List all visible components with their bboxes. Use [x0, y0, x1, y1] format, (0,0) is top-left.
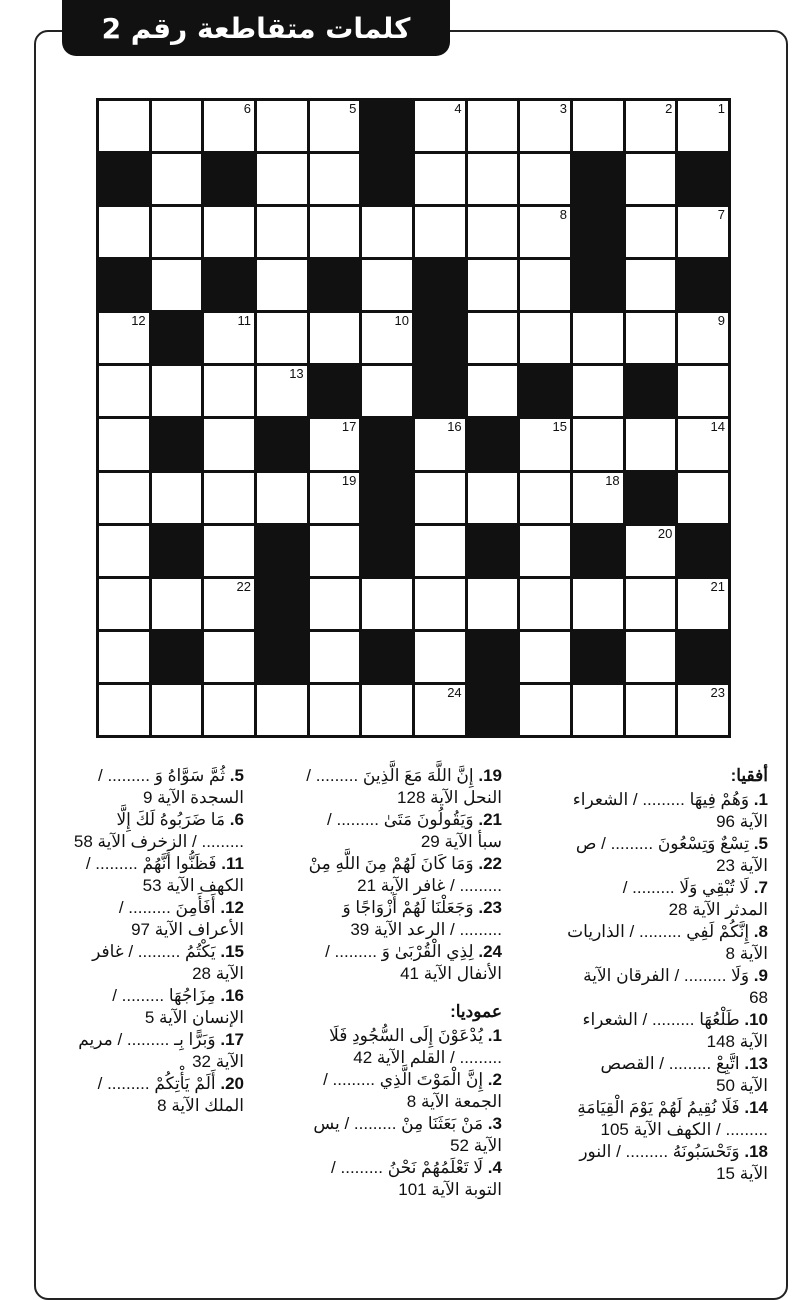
grid-cell[interactable]: [626, 685, 676, 735]
grid-block: [468, 632, 518, 682]
grid-cell[interactable]: [257, 207, 307, 257]
page-title: كلمات متقاطعة رقم 2: [62, 0, 450, 56]
across-clue: [558, 921, 768, 965]
clue-number: 4.: [487, 1158, 502, 1177]
across-clue: [292, 941, 502, 985]
clue-text: وَلَا ......... / الفرقان الآية: [583, 966, 750, 985]
crossword-grid: [96, 98, 731, 738]
grid-block: [626, 473, 676, 523]
clue-number: 11.: [221, 854, 244, 873]
clue-text: إِنَّ اللَّهَ مَعَ الَّذِينَ ......... /: [306, 766, 474, 785]
grid-block: [468, 685, 518, 735]
grid-cell[interactable]: [415, 207, 465, 257]
clue-number: 17.: [220, 1030, 244, 1049]
clue-number: 1.: [753, 790, 768, 809]
across-clue: [292, 853, 502, 897]
across-clue: [292, 809, 502, 853]
grid-cell[interactable]: [415, 685, 465, 735]
cell-number: 11: [237, 313, 251, 329]
clue-number: 15.: [220, 942, 244, 961]
clue-text: فَلَا نُقِيمُ لَهُمْ يَوْمَ الْقِيَامَةِ: [577, 1098, 740, 1117]
clue-number: 20.: [220, 1074, 244, 1093]
grid-cell[interactable]: [204, 419, 254, 469]
grid-cell[interactable]: [626, 579, 676, 629]
clue-number: 7.: [753, 878, 768, 897]
grid-block: [415, 366, 465, 416]
clue-reference: الآية 23: [716, 856, 768, 875]
clue-number: 10.: [744, 1010, 768, 1029]
across-clue: [558, 1097, 768, 1141]
cell-number: 8: [559, 207, 567, 223]
grid-cell[interactable]: [204, 526, 254, 576]
down-clues-column: [44, 765, 244, 1117]
grid-block: [152, 419, 202, 469]
clue-number: 13.: [744, 1054, 768, 1073]
grid-cell[interactable]: [468, 366, 518, 416]
clue-number: 2.: [487, 1070, 502, 1089]
clue-reference: ......... / الكهف الآية 105: [600, 1120, 768, 1139]
down-clue: [44, 897, 244, 941]
grid-cell[interactable]: [678, 366, 728, 416]
down-clue: [44, 765, 244, 809]
clue-text: مَنْ بَعَثَنَا مِنْ ......... / يس: [313, 1114, 484, 1133]
grid-cell[interactable]: [362, 207, 412, 257]
across-clue: [558, 1009, 768, 1053]
grid-cell[interactable]: [415, 632, 465, 682]
clue-text: لِذِي الْقُرْبَىٰ وَ ......... /: [325, 942, 474, 961]
grid-cell[interactable]: [626, 526, 676, 576]
grid-cell[interactable]: [626, 260, 676, 310]
grid-cell[interactable]: [362, 260, 412, 310]
grid-cell[interactable]: [152, 685, 202, 735]
grid-block: [362, 473, 412, 523]
across-clue: [558, 965, 768, 1009]
grid-block: [415, 313, 465, 363]
grid-cell[interactable]: [626, 207, 676, 257]
across-clue: [292, 765, 502, 809]
clue-text: وَمَا كَانَ لَهُمْ مِنَ اللَّهِ مِنْ: [308, 854, 474, 873]
down-clue: [44, 985, 244, 1029]
grid-cell[interactable]: [152, 473, 202, 523]
grid-cell[interactable]: [415, 154, 465, 204]
cell-number: 16: [447, 419, 462, 435]
grid-block: [678, 260, 728, 310]
grid-cell[interactable]: [152, 366, 202, 416]
grid-cell[interactable]: [468, 154, 518, 204]
clue-number: 6.: [229, 810, 244, 829]
cell-number: 14: [710, 419, 725, 435]
clue-reference: الإنسان الآية 5: [144, 1008, 244, 1027]
down-clue: [44, 853, 244, 897]
grid-cell[interactable]: [626, 101, 676, 151]
clue-text: إِنَّكُمْ لَفِي ......... / الذاريات: [567, 922, 750, 941]
grid-cell[interactable]: [520, 101, 570, 151]
grid-cell[interactable]: [626, 632, 676, 682]
down-heading: عموديا:: [450, 1002, 502, 1021]
grid-cell[interactable]: [99, 632, 149, 682]
grid-block: [626, 366, 676, 416]
grid-cell[interactable]: [362, 366, 412, 416]
clue-text: فَظَنُّوا أَنَّهُمْ ......... /: [85, 854, 217, 873]
clue-reference: الآية 15: [716, 1164, 768, 1183]
grid-block: [520, 366, 570, 416]
grid-cell[interactable]: [310, 207, 360, 257]
grid-cell[interactable]: [310, 313, 360, 363]
grid-cell[interactable]: [204, 473, 254, 523]
clue-reference: الأنفال الآية 41: [400, 964, 502, 983]
cell-number: 4: [454, 101, 462, 116]
clue-reference: التوبة الآية 101: [398, 1180, 502, 1199]
grid-cell[interactable]: [152, 101, 202, 151]
grid-cell[interactable]: [257, 154, 307, 204]
clue-reference: الملك الآية 8: [157, 1096, 244, 1115]
grid-cell[interactable]: [310, 632, 360, 682]
grid-block: [468, 419, 518, 469]
grid-cell[interactable]: [573, 366, 623, 416]
grid-block: [152, 526, 202, 576]
clue-reference: الآية 96: [716, 812, 768, 831]
grid-cell[interactable]: [99, 313, 149, 363]
grid-cell[interactable]: [257, 473, 307, 523]
grid-cell[interactable]: [626, 154, 676, 204]
grid-cell[interactable]: [257, 685, 307, 735]
grid-cell[interactable]: [573, 579, 623, 629]
clue-number: 24.: [478, 942, 502, 961]
grid-block: [362, 154, 412, 204]
clue-text: وَيَقُولُونَ مَتَىٰ ......... /: [327, 810, 474, 829]
grid-cell[interactable]: [520, 419, 570, 469]
grid-block: [573, 632, 623, 682]
grid-cell[interactable]: [520, 207, 570, 257]
clue-reference: الآية 50: [716, 1076, 768, 1095]
grid-cell[interactable]: [99, 685, 149, 735]
clue-number: 12.: [220, 898, 244, 917]
grid-cell[interactable]: [626, 313, 676, 363]
grid-cell[interactable]: [99, 526, 149, 576]
grid-cell[interactable]: [468, 579, 518, 629]
grid-cell[interactable]: [310, 473, 360, 523]
grid-cell[interactable]: [152, 260, 202, 310]
clue-reference: الآية 32: [192, 1052, 244, 1071]
clue-text: لَا تَعْلَمُهُمْ نَحْنُ ......... /: [331, 1158, 484, 1177]
grid-cell[interactable]: [99, 366, 149, 416]
grid-cell[interactable]: [573, 419, 623, 469]
clue-reference: الآية 148: [706, 1032, 768, 1051]
down-clue: [292, 1113, 502, 1157]
clue-number: 23.: [478, 898, 502, 917]
clue-text: أَلَمْ يَأْتِكُمْ ......... /: [97, 1074, 216, 1093]
clue-number: 5.: [229, 766, 244, 785]
across-clues-column: [558, 765, 768, 1185]
grid-block: [204, 260, 254, 310]
clue-number: 19.: [478, 766, 502, 785]
grid-cell[interactable]: [415, 419, 465, 469]
down-clue: [292, 1157, 502, 1201]
grid-cell[interactable]: [204, 313, 254, 363]
across-clue: [292, 897, 502, 941]
grid-cell[interactable]: [573, 473, 623, 523]
grid-cell[interactable]: [204, 207, 254, 257]
grid-block: [257, 632, 307, 682]
grid-cell[interactable]: [520, 260, 570, 310]
grid-cell[interactable]: [310, 685, 360, 735]
clue-text: يَكْتُمُ ......... / غافر: [92, 942, 216, 961]
cell-number: 2: [665, 101, 673, 116]
grid-cell[interactable]: [520, 632, 570, 682]
clue-text: وَجَعَلْنَا لَهُمْ أَزْوَاجًا وَ: [342, 898, 474, 917]
grid-block: [152, 313, 202, 363]
cell-number: 15: [552, 419, 567, 435]
grid-cell[interactable]: [415, 579, 465, 629]
grid-cell[interactable]: [520, 579, 570, 629]
cell-number: 22: [236, 578, 251, 594]
grid-cell[interactable]: [678, 207, 728, 257]
clue-number: 1.: [487, 1026, 502, 1045]
clue-text: اتَّبِعْ ......... / القصص: [600, 1054, 740, 1073]
clue-text: لَا تُبْقِي وَلَا ......... /: [622, 878, 750, 897]
grid-cell[interactable]: [678, 473, 728, 523]
clue-reference: 68: [749, 988, 768, 1007]
grid-cell[interactable]: [626, 419, 676, 469]
grid-block: [678, 154, 728, 204]
grid-cell[interactable]: [362, 579, 412, 629]
grid-cell[interactable]: [520, 313, 570, 363]
grid-cell[interactable]: [204, 685, 254, 735]
grid-cell[interactable]: [468, 473, 518, 523]
grid-block: [573, 154, 623, 204]
cell-number: 21: [710, 578, 725, 594]
clue-reference: الأعراف الآية 97: [131, 920, 244, 939]
grid-cell[interactable]: [204, 632, 254, 682]
clue-text: تِسْعٌ وَتِسْعُونَ ......... / ص: [575, 834, 750, 853]
grid-cell[interactable]: [520, 154, 570, 204]
down-clue: [44, 1073, 244, 1117]
grid-cell[interactable]: [468, 313, 518, 363]
clue-reference: النحل الآية 128: [397, 788, 502, 807]
grid-block: [573, 207, 623, 257]
grid-block: [310, 366, 360, 416]
clue-text: وَتَحْسَبُونَهُ ......... / النور: [579, 1142, 740, 1161]
grid-cell[interactable]: [573, 685, 623, 735]
grid-block: [362, 101, 412, 151]
clue-reference: ......... / الرعد الآية 39: [350, 920, 502, 939]
across-clue: [558, 833, 768, 877]
grid-block: [573, 260, 623, 310]
clue-number: 22.: [478, 854, 502, 873]
cell-number: 20: [657, 525, 673, 541]
grid-block: [573, 526, 623, 576]
down-clue: [292, 1025, 502, 1069]
cell-number: 17: [341, 419, 357, 435]
grid-block: [257, 579, 307, 629]
down-clue: [44, 809, 244, 853]
grid-cell[interactable]: [152, 579, 202, 629]
down-clue: [292, 1069, 502, 1113]
grid-cell[interactable]: [204, 366, 254, 416]
clue-text: مِزَاجُهَا ......... /: [112, 986, 216, 1005]
clue-text: وَبَرًّا بِـ ......... / مريم: [78, 1030, 216, 1049]
grid-cell[interactable]: [204, 579, 254, 629]
grid-cell[interactable]: [573, 313, 623, 363]
clue-number: 14.: [744, 1098, 768, 1117]
grid-cell[interactable]: [362, 313, 412, 363]
grid-block: [362, 419, 412, 469]
cell-number: 23: [710, 684, 725, 700]
grid-cell[interactable]: [257, 101, 307, 151]
clue-text: يُدْعَوْنَ إِلَى السُّجُودِ فَلَا: [329, 1026, 484, 1045]
grid-cell[interactable]: [310, 579, 360, 629]
cell-number: 18: [605, 472, 620, 488]
cell-number: 24: [447, 684, 462, 700]
clue-reference: ......... / غافر الآية 21: [357, 876, 502, 895]
clue-reference: ......... / الزخرف الآية 58: [73, 832, 244, 851]
grid-cell[interactable]: [99, 579, 149, 629]
clue-reference: الآية 8: [725, 944, 768, 963]
grid-cell[interactable]: [257, 260, 307, 310]
grid-block: [99, 260, 149, 310]
grid-cell[interactable]: [678, 419, 728, 469]
clue-number: 5.: [753, 834, 768, 853]
grid-cell[interactable]: [678, 579, 728, 629]
grid-cell[interactable]: [257, 313, 307, 363]
grid-cell[interactable]: [99, 101, 149, 151]
clue-reference: الجمعة الآية 8: [406, 1092, 502, 1111]
cell-number: 12: [131, 313, 146, 329]
grid-block: [468, 526, 518, 576]
grid-block: [310, 260, 360, 310]
grid-cell[interactable]: [520, 473, 570, 523]
down-clue: [44, 1029, 244, 1073]
clue-text: أَفَأَمِنَ ......... /: [118, 898, 216, 917]
across-clue: [558, 1141, 768, 1185]
clue-text: ثُمَّ سَوَّاهُ وَ ......... /: [98, 766, 226, 785]
grid-block: [257, 526, 307, 576]
grid-cell[interactable]: [99, 207, 149, 257]
grid-cell[interactable]: [310, 419, 360, 469]
clue-text: طَلْعُهَا ......... / الشعراء: [582, 1010, 740, 1029]
grid-cell[interactable]: [310, 154, 360, 204]
cell-number: 13: [289, 366, 304, 382]
cell-number: 3: [559, 101, 567, 116]
clue-number: 8.: [753, 922, 768, 941]
grid-cell[interactable]: [678, 685, 728, 735]
grid-cell[interactable]: [415, 526, 465, 576]
across-clue: [558, 877, 768, 921]
clue-number: 9.: [753, 966, 768, 985]
grid-cell[interactable]: [310, 101, 360, 151]
grid-cell[interactable]: [99, 419, 149, 469]
grid-cell[interactable]: [468, 207, 518, 257]
cell-number: 19: [341, 472, 357, 488]
clue-text: مَا ضَرَبُوهُ لَكَ إِلَّا: [116, 810, 226, 829]
grid-cell[interactable]: [99, 473, 149, 523]
clue-reference: سبأ الآية 29: [420, 832, 502, 851]
grid-cell[interactable]: [152, 154, 202, 204]
clue-text: وَهُمْ فِيهَا ......... / الشعراء: [572, 790, 750, 809]
grid-block: [362, 526, 412, 576]
mixed-clues-column: [292, 765, 502, 1201]
grid-block: [362, 632, 412, 682]
cell-number: 5: [349, 101, 357, 116]
grid-cell[interactable]: [468, 101, 518, 151]
clue-reference: الآية 52: [450, 1136, 502, 1155]
grid-block: [415, 260, 465, 310]
grid-block: [152, 632, 202, 682]
cell-number: 1: [717, 101, 725, 116]
grid-cell[interactable]: [415, 101, 465, 151]
clue-reference: السجدة الآية 9: [142, 788, 244, 807]
grid-block: [678, 526, 728, 576]
grid-block: [257, 419, 307, 469]
cell-number: 10: [394, 313, 409, 329]
cell-number: 9: [717, 313, 725, 329]
grid-cell[interactable]: [520, 685, 570, 735]
grid-cell[interactable]: [678, 313, 728, 363]
grid-block: [204, 154, 254, 204]
clue-reference: الآية 28: [192, 964, 244, 983]
grid-cell[interactable]: [310, 526, 360, 576]
clue-number: 16.: [220, 986, 244, 1005]
grid-cell[interactable]: [257, 366, 307, 416]
cell-number: 7: [717, 207, 725, 223]
grid-cell[interactable]: [468, 260, 518, 310]
grid-cell[interactable]: [678, 101, 728, 151]
across-heading: أفقيا:: [730, 766, 768, 785]
clue-number: 21.: [478, 810, 502, 829]
grid-cell[interactable]: [152, 207, 202, 257]
clue-text: إِنَّ الْمَوْتَ الَّذِي ......... /: [323, 1070, 484, 1089]
clue-reference: ......... / القلم الآية 42: [353, 1048, 502, 1067]
clue-reference: المدثر الآية 28: [668, 900, 768, 919]
grid-block: [678, 632, 728, 682]
grid-cell[interactable]: [415, 473, 465, 523]
grid-cell[interactable]: [362, 685, 412, 735]
cell-number: 6: [243, 101, 251, 116]
grid-cell[interactable]: [520, 526, 570, 576]
across-clue: [558, 1053, 768, 1097]
clue-number: 18.: [744, 1142, 768, 1161]
clue-reference: الكهف الآية 53: [142, 876, 244, 895]
down-clue: [44, 941, 244, 985]
clue-number: 3.: [487, 1114, 502, 1133]
grid-block: [99, 154, 149, 204]
grid-cell[interactable]: [573, 101, 623, 151]
grid-cell[interactable]: [204, 101, 254, 151]
across-clue: [558, 789, 768, 833]
